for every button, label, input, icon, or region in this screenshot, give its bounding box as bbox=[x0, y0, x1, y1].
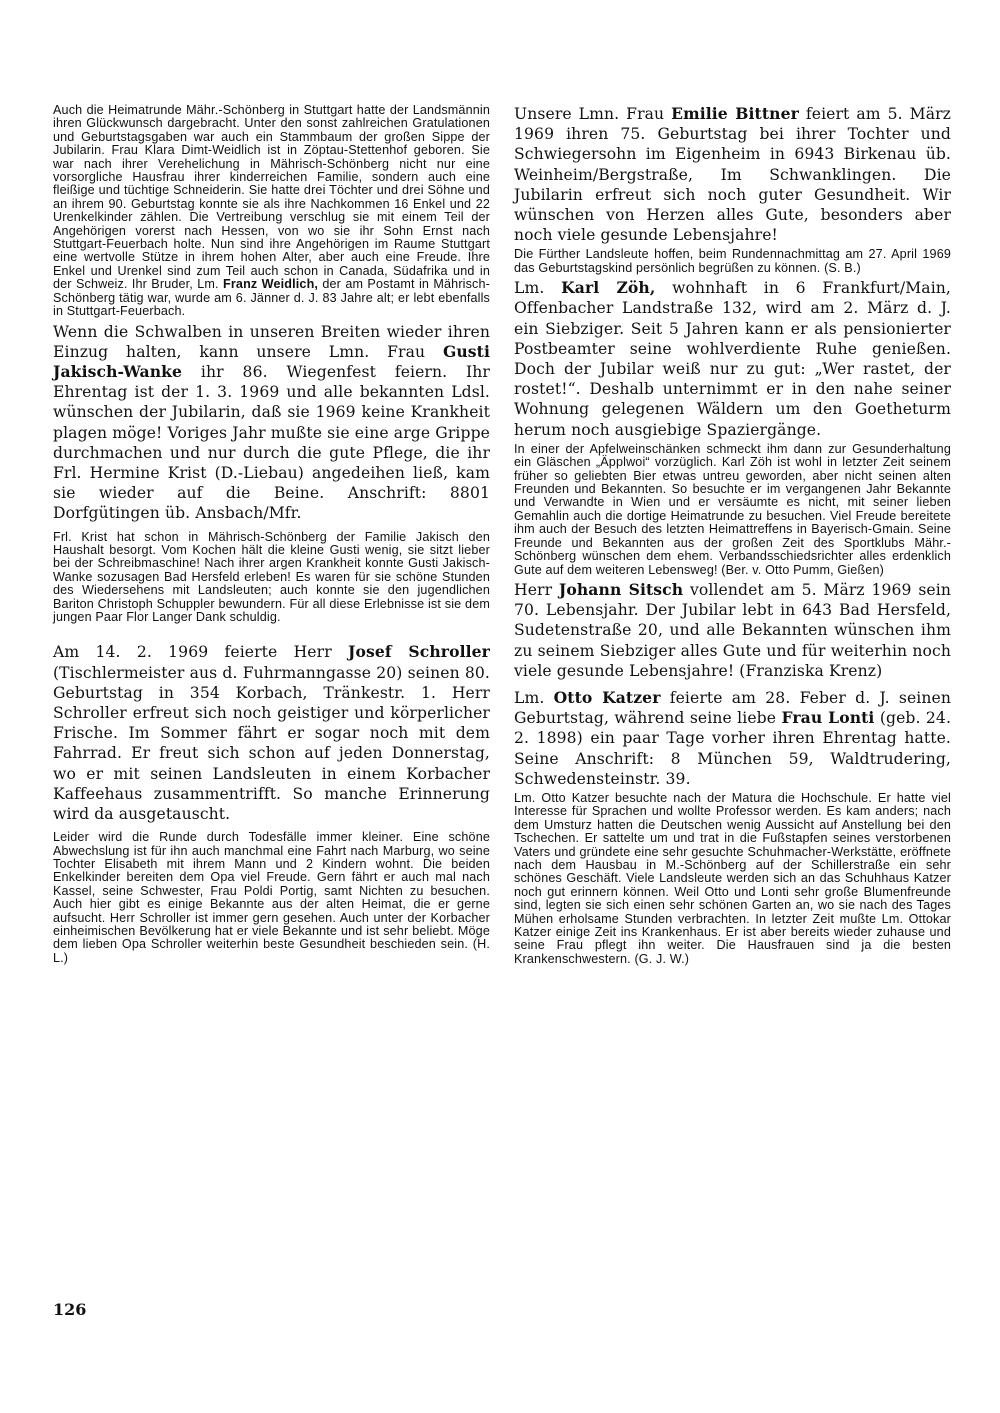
article-dimt-weidlich-continuation bbox=[53, 104, 490, 319]
article-zoeh bbox=[514, 278, 951, 440]
paragraph-text: ihr 86. Wiegenfest feiern. Ihr Ehrentag ist der 1. 3. 1969 und alle bekannten Ldsl. wünschen der Jubilarin, daß sie 1969 keine Krankheit plagen möge! Voriges Jahr mußte sie eine arge Grippe durchmachen und nur durch die gute Pflege, die ihr Frl. Hermine Krist (D.-Liebau) angedeihen ließ, kam sie wieder auf die Beine. Anschrift: 8801 Dorfgütingen üb. Ansbach/Mfr. bbox=[53, 362, 490, 523]
paragraph-text: der am Postamt in Mährisch-Schönberg tätig war, wurde am 6. Jänner d. J. 83 Jahre alt; er lebt ebenfalls in Stuttgart-Feuerbach. bbox=[53, 277, 491, 319]
left-column bbox=[53, 104, 490, 965]
article-schroller bbox=[53, 642, 490, 824]
paragraph-text: wohnhaft in 6 Frankfurt/Main, Offenbacher Landstraße 132, wird am 2. März d. J. ein Siebziger. Seit 5 Jahren kann er als pensionierter Postbeamter seine wohlverdiente Ruhe genießen. Doch der Jubilar weiß nur zu gut: „Wer rastet, der rostet!“. Deshalb unternimmt er in den nahe seiner Wohnung gelegenen Wäldern um den Goetheturm herum noch ausgiebige Spaziergänge. bbox=[514, 279, 951, 439]
article-bittner-note: Die Fürther Landsleute hoffen, beim Rundennachmittag am 27. April 1969 das Geburtstagskind persönlich begrüßen zu können. (S. B.) bbox=[514, 247, 951, 275]
paragraph-text: Lm. bbox=[514, 688, 554, 707]
paragraph-text: Wenn die Schwalben in unseren Breiten wieder ihren Einzug halten, kann unsere Lmn. Frau bbox=[53, 322, 490, 361]
article-katzer-note: Lm. Otto Katzer besuchte nach der Matura die Hochschule. Er hatte viel Interesse für Sprachen und wollte Professor werden. Es kam anders; nach dem Umsturz hatten die Deutschen wenig Aussicht auf Anstellung bei den Tschechen. Er sattelte um und trat in die Fußstapfen seines verstorbenen Vaters und gründete eine sehr gesuchte Schuhmacher-Werkstätte, eröffnete nach dem Hausbau in M.-Schönberg auf der Schillerstraße ein sehr schönes Geschäft. Viele Landsleute werden sich an das Schuhhaus Katzer noch gut erinnern können. Weil Otto und Lonti sehr große Blumenfreunde sind, legten sie sich einen sehr schönen Garten an, wo sie nach des Tages Mühen erholsame Stunden verbrachten. In letzter Zeit mußte Lm. Ottokar Katzer einige Zeit ins Krankenhaus. Er ist aber bereits wieder zuhause und seine Frau pflegt ihn weiter. Die Hausfrauen sind ja die besten Krankenschwestern. (G. J. W.) bbox=[514, 790, 951, 966]
paragraph-text: (geb. 24. 2. 1898) ein paar Tage vorher ihren Ehrentag hatte. Seine Anschrift: 8 München 59, Waldtrudering, Schwedensteinstr. 39. bbox=[514, 709, 952, 788]
name-frau-lonti: Frau Lonti bbox=[781, 708, 875, 728]
name-franz-weidlich: Franz Weidlich, bbox=[223, 277, 319, 292]
article-zoeh-note: In einer der Apfelweinschänken schmeckt ihm dann zur Gesunderhaltung ein Gläschen „Äpplwoi“ vorzüglich. Karl Zöh ist wohl in letzter Zeit seinem früher so geliebten Bier etwas untreu geworden, aber nicht seinen alten Freunden und Bekannten. So besuchte er im vergangenen Jahr Bekannte und Verwandte in Wien und er versäumte es nicht, mit seiner lieben Gemahlin auch die dortige Heimatrunde zu besuchen. Viel Freude bereitete ihm auch der Besuch des letzten Heimattreffens in Bayerisch-Gmain. Seine Freunde und Bekannten aus der großen Zeit des Sportklubs Mähr.-Schönberg wünschen dem ehem. Verbandsschiedsrichter alles erdenklich Gute auf dem weiteren Lebensweg! (Ber. v. Otto Pumm, Gießen) bbox=[514, 441, 951, 577]
name-otto-katzer: Otto Katzer bbox=[553, 687, 661, 707]
paragraph-text: Herr bbox=[514, 580, 559, 599]
paragraph-text: (Tischlermeister aus d. Fuhrmanngasse 20) seinen 80. Geburtstag in 354 Korbach, Tränkestr. 1. Herr Schroller erfreut sich noch geistiger und körperlicher Frische. Im Sommer fährt er sogar noch mit dem Fahrrad. Er freut sich schon auf jeden Donnerstag, wo er mit seinen Landsleuten in einem Korbacher Kaffeehaus zusammentrifft. So manche Erinnerung wird da ausgetauscht. bbox=[53, 663, 490, 823]
article-sitsch bbox=[514, 580, 951, 681]
name-emilie-bittner: Emilie Bittner bbox=[671, 104, 799, 123]
article-bittner bbox=[514, 104, 951, 245]
right-column bbox=[514, 104, 951, 966]
name-josef-schroller: Josef Schroller bbox=[348, 642, 491, 662]
page-number: 126 bbox=[53, 1300, 87, 1319]
article-schroller-note: Leider wird die Runde durch Todesfälle immer kleiner. Eine schöne Abwechslung ist für ihn auch manchmal eine Fahrt nach Marburg, wo seine Tochter Elisabeth mit ihrem Mann und 2 Kindern wohnt. Die beiden Enkelkinder bereiten dem Opa viel Freude. Gern fährt er auch mal nach Kassel, seine Schwester, Frau Poldi Portig, samt Nichten zu besuchen. Auch hier gibt es einige Bekannte aus der alten Heimat, die er gerne aufsucht. Herr Schroller ist immer gern gesehen. Auch unter der Korbacher einheimischen Bevölkerung hat er viele Bekannte und ist sehr beliebt. Möge dem lieben Opa Schroller weiterhin beste Gesundheit beschieden sein. (H. L.) bbox=[53, 830, 490, 965]
article-jakisch-wanke bbox=[53, 322, 490, 524]
paragraph-text: Am 14. 2. 1969 feierte Herr bbox=[53, 643, 348, 662]
paragraph-text: feiert am 5. März 1969 ihren 75. Geburtstag bei ihrer Tochter und Schwiegersohn im Eigenheim in 6943 Birkenau üb. Weinheim/Bergstraße, Im Schwanklingen. Die Jubilarin erfreut sich noch guter Gesundheit. Wir wünschen von Herzen alles Gute, besonders aber noch viele gesunde Lebensjahre! bbox=[514, 105, 951, 245]
paragraph-text: Lm. bbox=[514, 279, 562, 298]
name-gusti-jakisch-wanke: Gusti Jakisch-Wanke bbox=[53, 341, 490, 381]
paragraph-text: feierte am 28. Feber d. J. seinen Geburtstag, während seine liebe bbox=[514, 688, 951, 728]
paragraph-text: vollendet am 5. März 1969 sein 70. Lebensjahr. Der Jubilar lebt in 643 Bad Hersfeld, Sudetenstraße 20, und alle Bekannten wünschen ihm zu seinem Siebziger alles Gute und für weiterhin noch viele gesunde Lebensjahre! (Franziska Krenz) bbox=[514, 580, 951, 680]
article-katzer bbox=[514, 688, 951, 789]
paragraph-text: Unsere Lmn. Frau bbox=[514, 105, 672, 123]
paragraph-text: Auch die Heimatrunde Mähr.-Schönberg in Stuttgart hatte der Landsmännin ihren Glückwunsch dargebracht. Unter den sonst zahlreichen Gratulationen und Geburtstagsgaben war auch ein Stammbaum der großen Sippe der Jubilarin. Frau Klara Dimt-Weidlich ist in Zöptau-Stettenhof geboren. Sie war nach ihrer Verehelichung in Mährisch-Schönberg nicht nur eine vorsorgliche Hausfrau ihrer kinderreichen Familie, sondern auch eine fleißige und tüchtige Schneiderin. Sie hatte drei Töchter und drei Söhne und an ihrem 90. Geburtstag konnte sie als ihre Nachkommen 16 Enkel und 22 Urenkelkinder zählen. Die Vertreibung verschlug sie mit einem Teil der Angehörigen vorerst nach Hessen, von wo sie ihr Sohn Ernst nach Stuttgart-Feuerbach holte. Nun sind ihre Angehörigen im Raume Stuttgart eine wertvolle Stütze in ihrem hohen Alter, aber auch eine Freude. Ihre Enkel und Urenkel sind zum Teil auch schon in Canada, Südafrika und in der Schweiz. Ihr Bruder, Lm. bbox=[53, 103, 490, 292]
article-jakisch-wanke-note: Frl. Krist hat schon in Mährisch-Schönberg der Familie Jakisch den Haushalt besorgt. Vom Kochen hält die kleine Gusti wenig, sie sitzt lieber bei der Schreibmaschine! Nach ihrer argen Krankheit konnte Gusti Jakisch-Wanke sozusagen Bad Hersfeld erleben! Es waren für sie schöne Stunden des Wiedersehens mit Landsleuten; auch konnte sie den jugendlichen Bariton Christoph Schuppler bewundern. Für all diese Erlebnisse ist sie dem jungen Paar Flor Langer Dank schuldig. bbox=[53, 529, 490, 624]
name-karl-zoeh: Karl Zöh, bbox=[561, 278, 656, 298]
name-johann-sitsch: Johann Sitsch bbox=[558, 579, 684, 599]
